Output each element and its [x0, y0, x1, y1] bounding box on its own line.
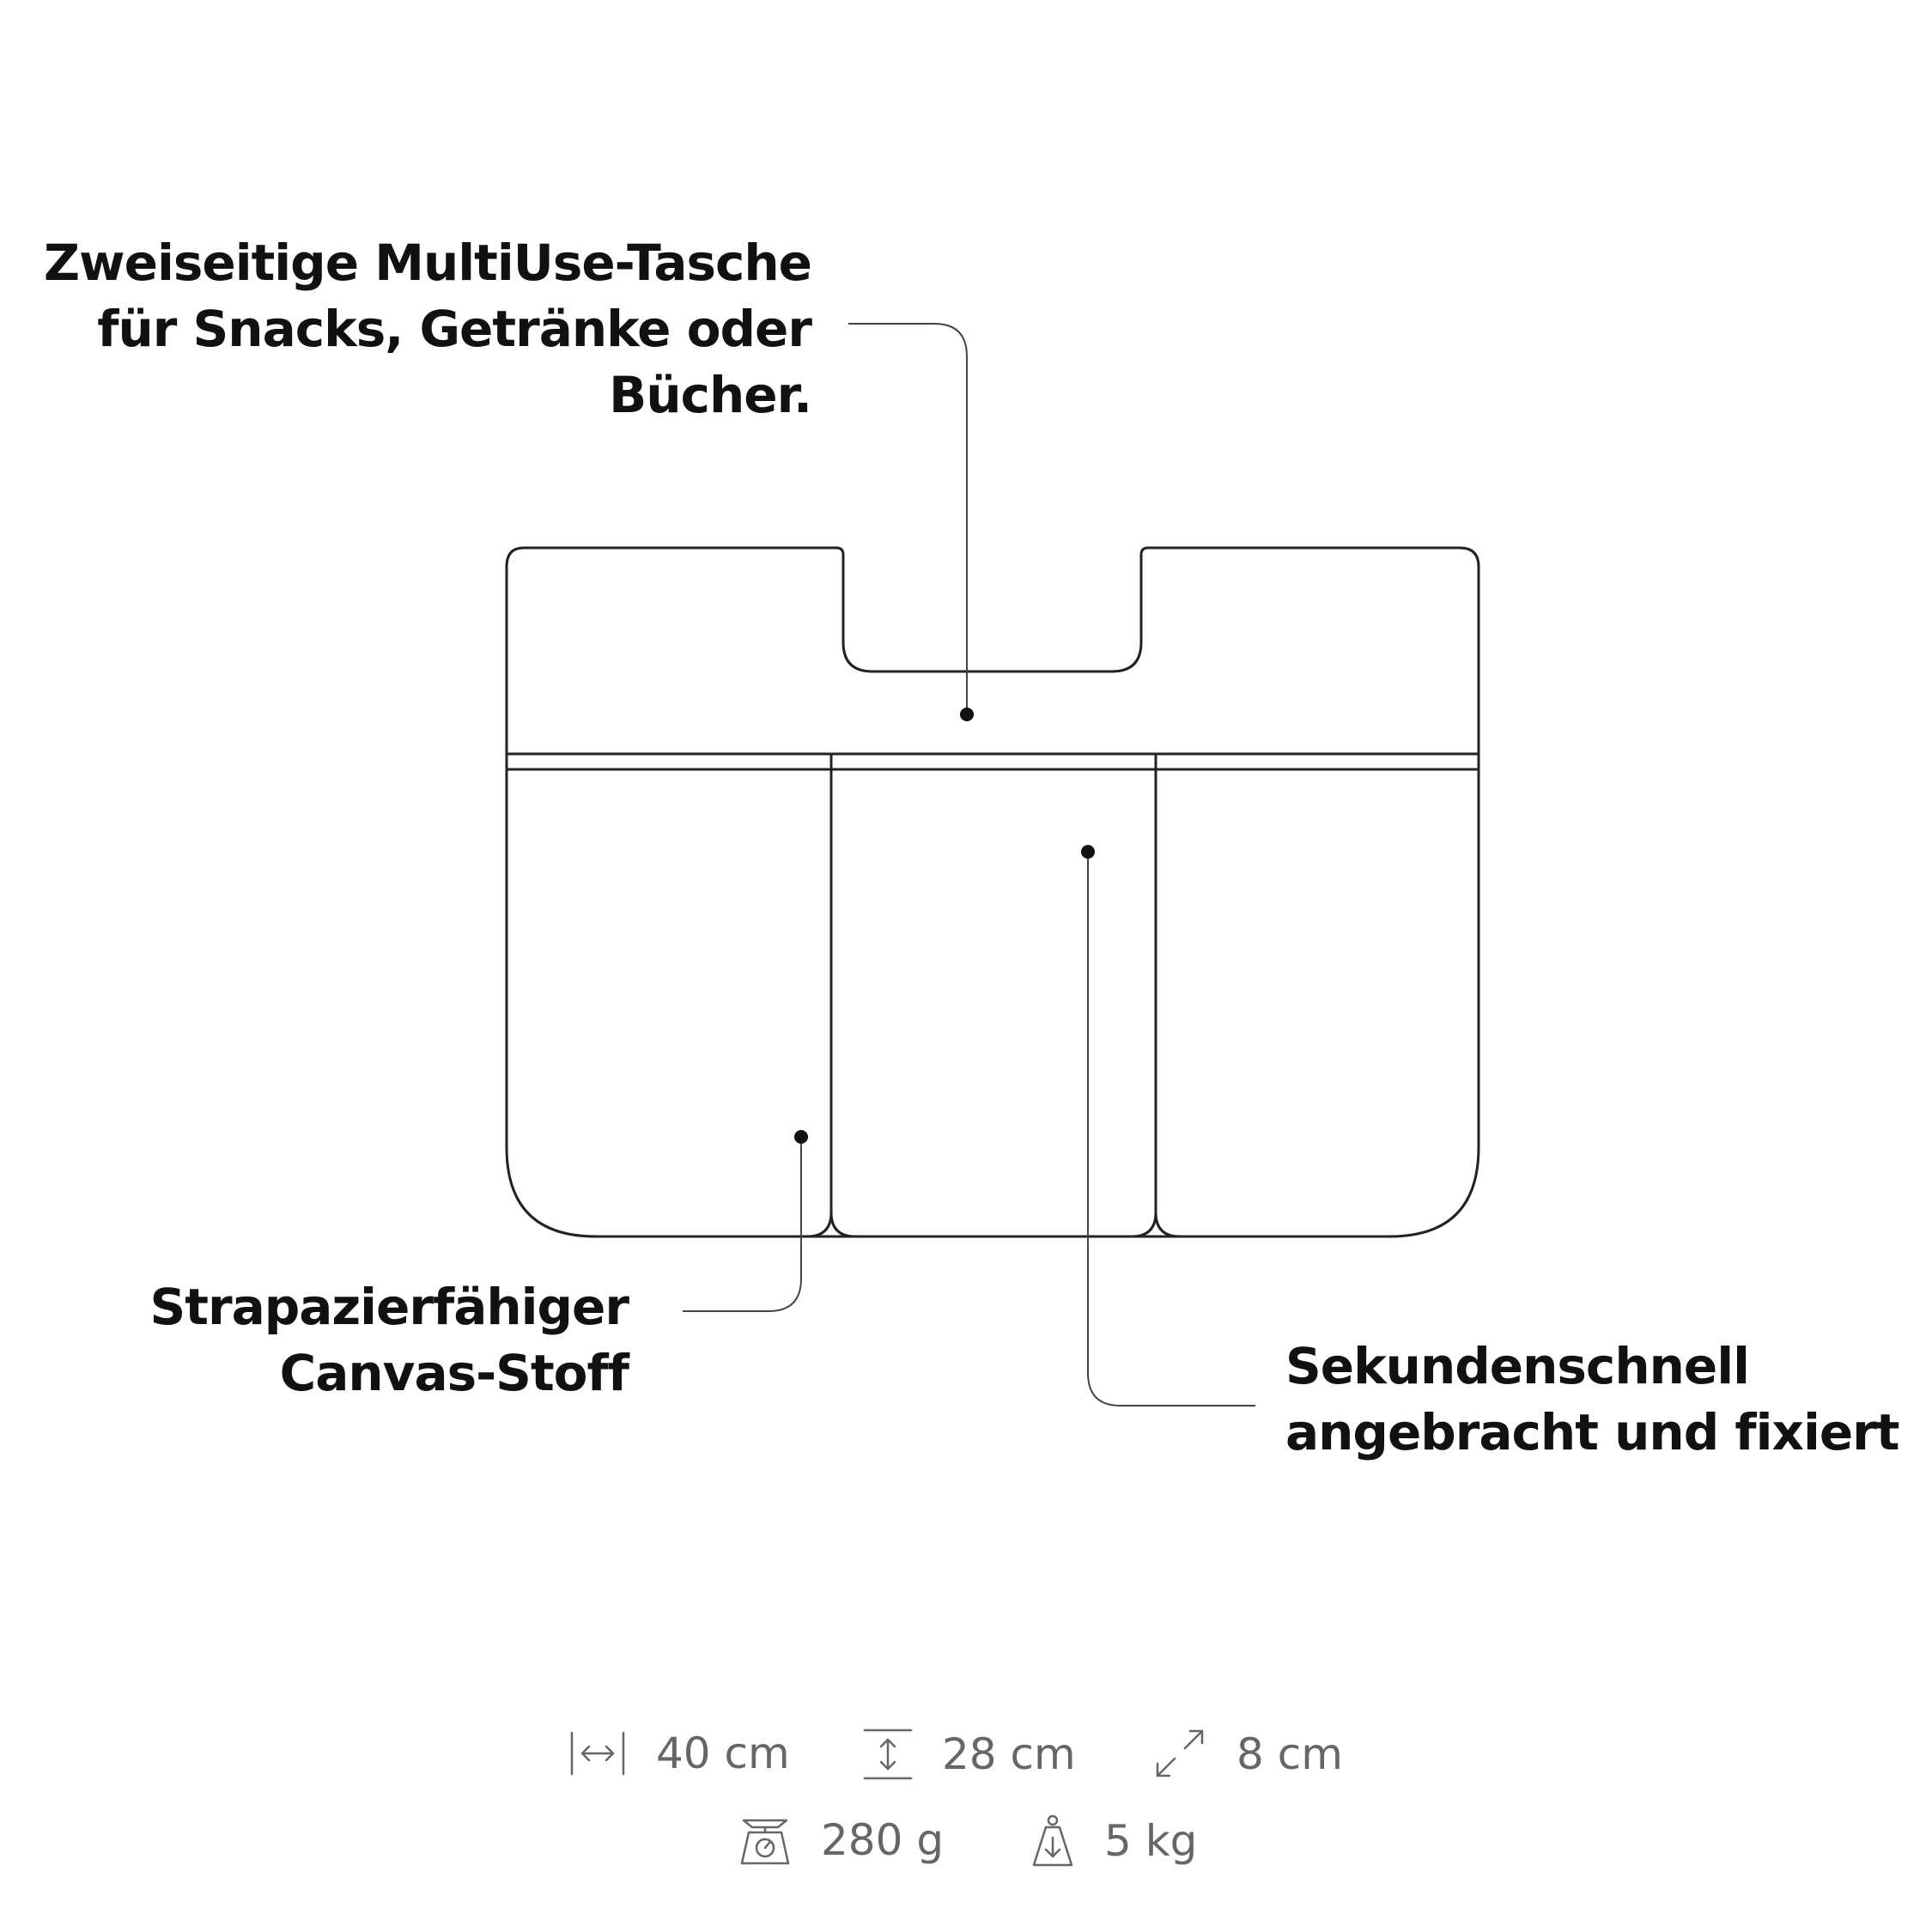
fabric-callout-line: Canvas-Stoff	[279, 1344, 629, 1402]
right-pocket-divider	[1132, 754, 1180, 1236]
mount-callout-line: Sekundenschnell	[1285, 1337, 1749, 1395]
scale-icon	[738, 1814, 792, 1867]
spec-max-load-value: 5 kg	[1104, 1816, 1198, 1866]
spec-width-value: 40 cm	[656, 1728, 790, 1778]
pocket-callout	[44, 230, 811, 428]
pocket-leader	[848, 324, 967, 714]
organizer-top-panel	[507, 548, 1479, 754]
mount-callout	[1285, 1334, 1899, 1466]
width-arrows-icon	[568, 1728, 627, 1779]
mount-leader	[1088, 852, 1255, 1406]
spec-max-load	[1030, 1814, 1197, 1868]
fabric-leader	[683, 1137, 801, 1311]
pocket-callout-line: Bücher.	[609, 366, 811, 424]
height-arrows-icon	[863, 1728, 913, 1781]
spec-width	[568, 1728, 790, 1779]
fabric-dot	[794, 1130, 808, 1144]
spec-weight	[738, 1814, 944, 1867]
pocket-callout-line: für Snacks, Getränke oder	[97, 300, 811, 358]
fabric-callout	[150, 1274, 629, 1406]
fabric-callout-line: Strapazierfähiger	[149, 1278, 629, 1336]
mount-dot	[1081, 845, 1095, 859]
left-pocket-divider	[807, 754, 855, 1236]
organizer-outline	[507, 548, 1479, 1236]
leader-dots	[794, 708, 1095, 1144]
pocket-callout-line: Zweiseitige MultiUse-Tasche	[43, 234, 811, 292]
pocket-dot	[960, 708, 974, 721]
leader-lines	[683, 324, 1255, 1406]
weight-load-icon	[1030, 1814, 1075, 1868]
spec-weight-value: 280 g	[821, 1815, 945, 1865]
mount-callout-line: angebracht und fixiert	[1285, 1403, 1899, 1461]
spec-depth-value: 8 cm	[1236, 1729, 1343, 1779]
spec-height-value: 28 cm	[942, 1729, 1076, 1779]
spec-depth	[1152, 1728, 1343, 1781]
spec-height	[863, 1728, 1076, 1781]
organizer-body	[507, 754, 1479, 1236]
depth-arrows-icon	[1152, 1728, 1207, 1781]
